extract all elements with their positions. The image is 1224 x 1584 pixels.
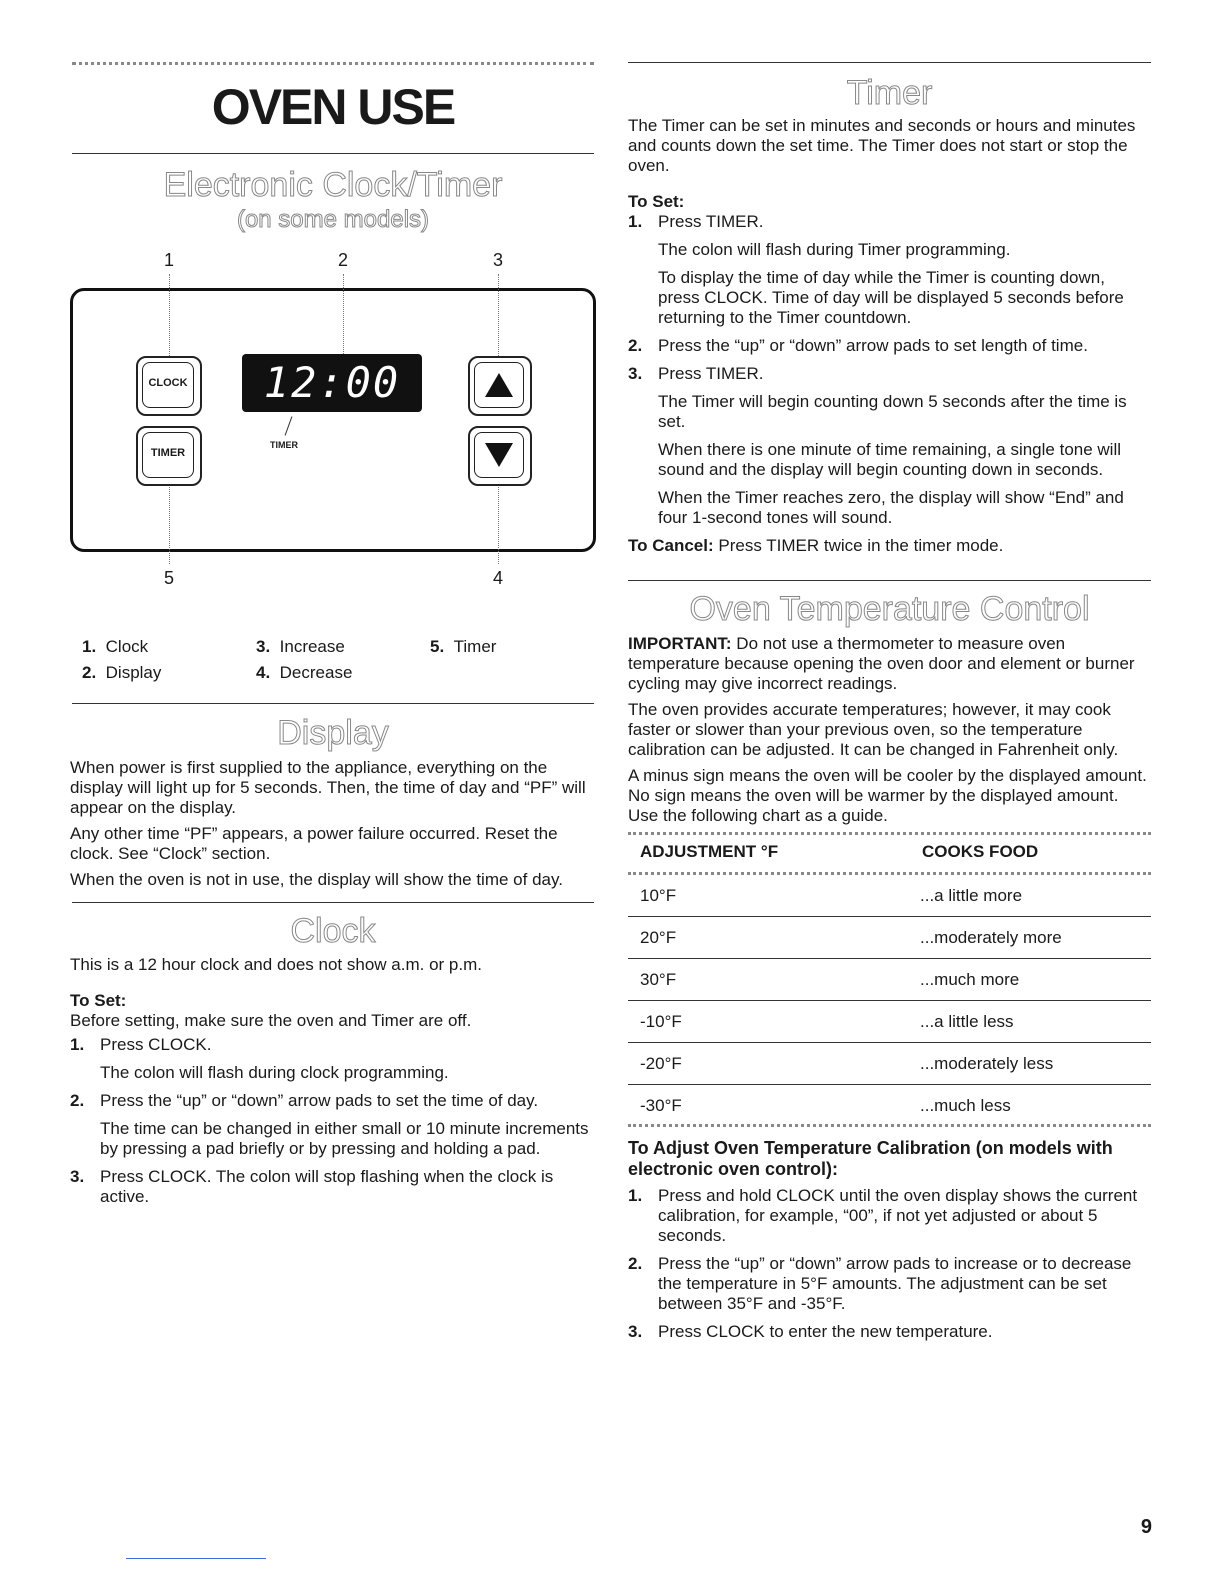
callout-3: 3 xyxy=(493,250,504,270)
clock-before-setting: Before setting, make sure the oven and Timer are off. xyxy=(70,1011,472,1030)
table-bottom-rule xyxy=(628,1124,1151,1127)
clock-button-label: CLOCK xyxy=(148,377,188,389)
list-item: 2. Press the “up” or “down” arrow pads to set the time of day. The time can be changed in either small or 10 minute increments by pressing a pad briefly or by pressing and holding a pad. xyxy=(70,1091,589,1158)
legend-item: 5. Timer xyxy=(430,637,497,656)
title-rule xyxy=(72,153,594,154)
table-header-adjustment: ADJUSTMENT °F xyxy=(640,842,779,861)
table-row: -30°F ...much less xyxy=(640,1096,1011,1115)
digital-display xyxy=(242,354,422,412)
leader-2 xyxy=(343,274,344,354)
callout-4: 4 xyxy=(493,568,504,588)
table-row: 20°F ...moderately more xyxy=(628,916,1151,959)
legend-item: 3. Increase xyxy=(256,637,345,656)
timer-button-label: TIMER xyxy=(150,447,186,459)
down-arrow-icon xyxy=(475,433,523,477)
page-title: OVEN USE xyxy=(211,79,455,135)
table-top-rule xyxy=(628,832,1151,835)
oven-temp-paragraph: A minus sign means the oven will be cooler by the displayed amount. No sign means the oven will be warmer by the displayed amount. Use the following chart as a guide. xyxy=(628,766,1147,825)
calibration-heading: To Adjust Oven Temperature Calibration (on models with electronic oven control): xyxy=(628,1138,1113,1179)
list-item: 3. Press CLOCK to enter the new temperature. xyxy=(628,1322,993,1341)
list-item: 2. Press the “up” or “down” arrow pads to set length of time. xyxy=(628,336,1088,355)
list-item: 1. Press and hold CLOCK until the oven display shows the current calibration, for example, “00”, if not yet adjusted or about 5 seconds. xyxy=(628,1186,1138,1245)
clock-button[interactable] xyxy=(136,356,202,416)
clock-section-body xyxy=(70,955,596,1215)
table-row: 30°F ...much more xyxy=(628,958,1151,1001)
table-header-cooks-food: COOKS FOOD xyxy=(922,842,1039,861)
callout-2: 2 xyxy=(338,250,349,270)
section-subheading: (on some models) xyxy=(236,206,430,233)
oven-temp-paragraph: The oven provides accurate temperatures; however, it may cook faster or slower than your previous oven, so the temperature calibration can be adjusted. It can be changed in Fahrenheit only. xyxy=(628,700,1119,759)
important-note: IMPORTANT: Do not use a thermometer to measure oven temperature because opening the oven door and element or burner cycling may give incorrect readings. xyxy=(628,634,1135,693)
panel-frame xyxy=(70,288,596,552)
oven-temp-rule xyxy=(628,580,1151,581)
timer-cancel: To Cancel: Press TIMER twice in the timer mode. xyxy=(628,536,1004,555)
down-arrow-button[interactable] xyxy=(468,426,532,486)
legend-item: 1. Clock xyxy=(82,637,149,656)
leader-5 xyxy=(169,482,170,564)
table-row: -10°F ...a little less xyxy=(628,1000,1151,1043)
leader-3 xyxy=(498,274,499,364)
legend-item: 4. Decrease xyxy=(256,663,353,682)
section-heading-timer: Timer xyxy=(846,74,933,112)
clock-to-set-heading: To Set: xyxy=(70,991,127,1010)
bottom-divider xyxy=(126,1558,266,1559)
timer-button[interactable] xyxy=(136,426,202,486)
up-arrow-button[interactable] xyxy=(468,356,532,416)
list-item: 1. Press TIMER. The colon will flash during Timer programming. To display the time of day while the Timer is counting down, press CLOCK. Time of day will be displayed 5 seconds before returning to the Timer countdown. xyxy=(628,212,1124,327)
table-row: -20°F ...moderately less xyxy=(628,1042,1151,1085)
table-row: 10°F ...a little more xyxy=(628,874,1151,917)
list-item: 3. Press CLOCK. The colon will stop flashing when the clock is active. xyxy=(70,1167,554,1206)
display-rule xyxy=(72,703,594,704)
timer-to-set-heading: To Set: xyxy=(628,192,685,211)
top-rule-left xyxy=(72,62,594,65)
list-item: 1. Press CLOCK. The colon will flash during clock programming. xyxy=(70,1035,449,1082)
callout-5: 5 xyxy=(164,568,175,588)
timer-intro: The Timer can be set in minutes and seconds or hours and minutes and counts down the set time. The Timer does not start or stop the oven. xyxy=(628,116,1136,175)
leader-1 xyxy=(169,274,170,364)
section-heading-display: Display xyxy=(277,714,389,752)
display-paragraph: When power is first supplied to the appliance, everything on the display will light up for 5 seconds. Then, the time of day and “PF” will appear on the display. xyxy=(70,758,586,817)
top-rule-right xyxy=(628,62,1151,63)
calibration-section xyxy=(628,1138,1151,1350)
list-item: 2. Press the “up” or “down” arrow pads to increase or to decrease the temperature in 5°F amounts. The adjustment can be set between 35°F and -35°F. xyxy=(628,1254,1132,1313)
up-arrow-icon xyxy=(475,363,523,407)
control-panel-diagram xyxy=(70,250,596,590)
display-section-body xyxy=(70,758,596,890)
oven-temp-body xyxy=(628,634,1151,826)
legend-item: 2. Display xyxy=(82,663,162,682)
callout-1: 1 xyxy=(164,250,175,270)
section-heading-oven-temp: Oven Temperature Control xyxy=(689,590,1090,628)
leader-4 xyxy=(498,482,499,564)
display-caption: TIMER xyxy=(270,440,298,450)
list-item: 3. Press TIMER. The Timer will begin counting down 5 seconds after the time is set. When there is one minute of time remaining, a single tone will sound and the display will begin counting down in seconds. When the Timer reaches zero, the display will show “End” and four 1-second tones will sound. xyxy=(628,364,1127,527)
clock-intro: This is a 12 hour clock and does not show a.m. or p.m. xyxy=(70,955,482,974)
display-readout: 12:00 xyxy=(263,358,401,407)
section-heading-clock-timer: Electronic Clock/Timer xyxy=(163,166,503,204)
clock-rule xyxy=(72,902,594,903)
section-heading-clock: Clock xyxy=(290,912,376,950)
display-paragraph: When the oven is not in use, the display will show the time of day. xyxy=(70,870,563,889)
display-paragraph: Any other time “PF” appears, a power failure occurred. Reset the clock. See “Clock” section. xyxy=(70,824,558,863)
page-number: 9 xyxy=(1140,1516,1152,1538)
timer-section-body xyxy=(628,116,1151,556)
